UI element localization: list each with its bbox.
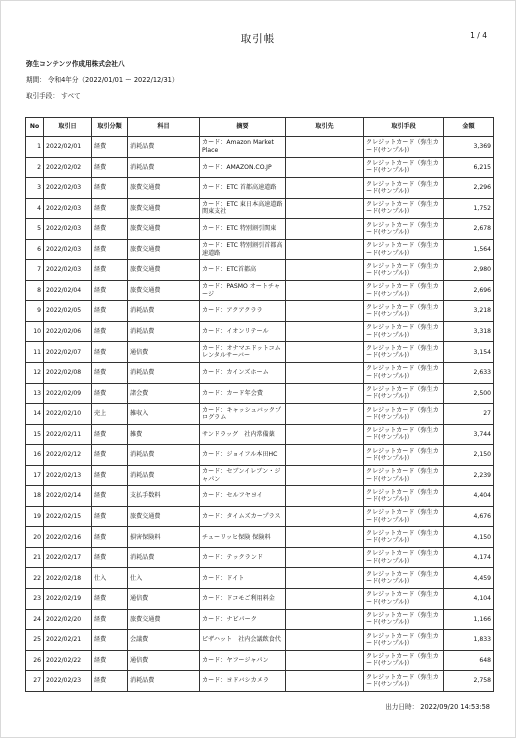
cell-amount: 4,174 (444, 547, 494, 568)
cell-class: 経費 (92, 198, 128, 219)
cell-no: 14 (26, 404, 44, 425)
cell-class: 経費 (92, 363, 128, 384)
company-name: 弥生コンテンツ作成用株式会社八 (26, 60, 125, 68)
cell-partner (286, 445, 364, 466)
table-row (26, 260, 494, 281)
cell-date: 2022/02/11 (44, 424, 92, 445)
cell-method: クレジットカード（弥生カード(サンプル)） (364, 363, 444, 384)
cell-class: 売上 (92, 404, 128, 425)
cell-account: 消耗品費 (128, 301, 200, 322)
cell-date: 2022/02/01 (44, 137, 92, 158)
table-row (26, 137, 494, 158)
cell-no: 21 (26, 547, 44, 568)
cell-class: 経費 (92, 321, 128, 342)
cell-no: 7 (26, 260, 44, 281)
cell-description: カード：セルフヤヨイ (200, 486, 286, 507)
cell-class: 経費 (92, 589, 128, 610)
cell-date: 2022/02/16 (44, 527, 92, 548)
cell-date: 2022/02/04 (44, 280, 92, 301)
cell-partner (286, 363, 364, 384)
cell-account: 損害保険料 (128, 527, 200, 548)
column-header-no: No (26, 118, 44, 137)
cell-method: クレジットカード（弥生カード(サンプル)） (364, 486, 444, 507)
cell-date: 2022/02/13 (44, 465, 92, 486)
output-timestamp (385, 701, 490, 711)
cell-account: 旅費交通費 (128, 219, 200, 240)
table-row (26, 589, 494, 610)
cell-description: チューリッヒ保険 保険料 (200, 527, 286, 548)
cell-method: クレジットカード（弥生カード(サンプル)） (364, 547, 444, 568)
cell-method: クレジットカード（弥生カード(サンプル)） (364, 568, 444, 589)
cell-class: 経費 (92, 342, 128, 363)
cell-account: 支払手数料 (128, 486, 200, 507)
cell-date: 2022/02/18 (44, 568, 92, 589)
cell-account: 消耗品費 (128, 445, 200, 466)
cell-description: カード：オナマエドットコムレンタルサーバー (200, 342, 286, 363)
cell-no: 24 (26, 609, 44, 630)
column-header-amount: 金額 (444, 118, 494, 137)
cell-partner (286, 280, 364, 301)
cell-class: 経費 (92, 280, 128, 301)
cell-method: クレジットカード（弥生カード(サンプル)） (364, 589, 444, 610)
cell-method: クレジットカード（弥生カード(サンプル)） (364, 342, 444, 363)
cell-account: 雑収入 (128, 404, 200, 425)
cell-account: 消耗品費 (128, 321, 200, 342)
cell-description: カード：イオンリテール (200, 321, 286, 342)
cell-method: クレジットカード（弥生カード(サンプル)） (364, 424, 444, 445)
cell-method: クレジットカード（弥生カード(サンプル)） (364, 506, 444, 527)
cell-partner (286, 671, 364, 692)
output-label: 出力日時： (385, 703, 419, 711)
cell-partner (286, 404, 364, 425)
cell-class: 経費 (92, 178, 128, 199)
cell-amount: 2,678 (444, 219, 494, 240)
cell-date: 2022/02/03 (44, 198, 92, 219)
cell-account: 旅費交通費 (128, 198, 200, 219)
cell-partner (286, 137, 364, 158)
cell-method: クレジットカード（弥生カード(サンプル)） (364, 321, 444, 342)
cell-account: 仕入 (128, 568, 200, 589)
cell-class: 仕入 (92, 568, 128, 589)
cell-date: 2022/02/03 (44, 260, 92, 281)
table-row (26, 383, 494, 404)
cell-method: クレジットカード（弥生カード(サンプル)） (364, 671, 444, 692)
cell-method: クレジットカード（弥生カード(サンプル)） (364, 260, 444, 281)
cell-no: 10 (26, 321, 44, 342)
table-row (26, 486, 494, 507)
cell-class: 経費 (92, 445, 128, 466)
cell-amount: 1,833 (444, 630, 494, 651)
cell-amount: 3,154 (444, 342, 494, 363)
method-value: すべて (61, 92, 81, 100)
column-header-class: 取引分類 (92, 118, 128, 137)
cell-description: カード：ETC首都高 (200, 260, 286, 281)
column-header-description: 摘要 (200, 118, 286, 137)
cell-method: クレジットカード（弥生カード(サンプル)） (364, 465, 444, 486)
cell-partner (286, 219, 364, 240)
cell-partner (286, 465, 364, 486)
table-row (26, 219, 494, 240)
cell-date: 2022/02/22 (44, 650, 92, 671)
cell-partner (286, 301, 364, 322)
cell-partner (286, 424, 364, 445)
cell-partner (286, 321, 364, 342)
table-row (26, 178, 494, 199)
cell-amount: 2,296 (444, 178, 494, 199)
cell-no: 17 (26, 465, 44, 486)
cell-account: 雑費 (128, 424, 200, 445)
cell-account: 旅費交通費 (128, 280, 200, 301)
cell-class: 経費 (92, 383, 128, 404)
page-title: 取引帳 (240, 33, 276, 45)
table-row (26, 363, 494, 384)
cell-class: 経費 (92, 486, 128, 507)
cell-no: 5 (26, 219, 44, 240)
column-header-partner: 取引先 (286, 118, 364, 137)
cell-account: 通信費 (128, 650, 200, 671)
cell-class: 経費 (92, 650, 128, 671)
cell-method: クレジットカード（弥生カード(サンプル)） (364, 527, 444, 548)
table-row (26, 342, 494, 363)
cell-description: カード：ETC 首都高速道路 (200, 178, 286, 199)
cell-class: 経費 (92, 630, 128, 651)
cell-amount: 4,676 (444, 506, 494, 527)
cell-account: 通信費 (128, 589, 200, 610)
cell-method: クレジットカード（弥生カード(サンプル)） (364, 198, 444, 219)
page-number: 1 / 4 (470, 31, 487, 40)
cell-date: 2022/02/06 (44, 321, 92, 342)
cell-no: 26 (26, 650, 44, 671)
cell-no: 1 (26, 137, 44, 158)
cell-description: カード：カインズホーム (200, 363, 286, 384)
table-row (26, 445, 494, 466)
table-row (26, 280, 494, 301)
cell-amount: 1,564 (444, 239, 494, 260)
table-row (26, 609, 494, 630)
cell-description: カード：アクアクララ (200, 301, 286, 322)
cell-amount: 2,633 (444, 363, 494, 384)
cell-amount: 2,758 (444, 671, 494, 692)
cell-account: 旅費交通費 (128, 239, 200, 260)
cell-amount: 3,218 (444, 301, 494, 322)
period-value: 令和4年分（2022/01/01 ー 2022/12/31） (47, 76, 179, 84)
cell-method: クレジットカード（弥生カード(サンプル)） (364, 219, 444, 240)
table-row (26, 157, 494, 178)
cell-partner (286, 198, 364, 219)
cell-description: カード：ナビパーク (200, 609, 286, 630)
cell-account: 諸会費 (128, 383, 200, 404)
table-row (26, 630, 494, 651)
cell-no: 20 (26, 527, 44, 548)
cell-method: クレジットカード（弥生カード(サンプル)） (364, 157, 444, 178)
cell-no: 27 (26, 671, 44, 692)
table-row (26, 650, 494, 671)
cell-partner (286, 568, 364, 589)
cell-account: 通信費 (128, 342, 200, 363)
cell-description: カード：カード年会費 (200, 383, 286, 404)
table-row (26, 321, 494, 342)
cell-partner (286, 506, 364, 527)
method-line (26, 90, 81, 100)
cell-partner (286, 157, 364, 178)
cell-no: 2 (26, 157, 44, 178)
cell-description: カード：ジョイフル本田HC (200, 445, 286, 466)
cell-date: 2022/02/02 (44, 157, 92, 178)
cell-partner (286, 239, 364, 260)
cell-account: 消耗品費 (128, 363, 200, 384)
table-header-row (26, 118, 494, 137)
cell-description: ピザハット 社内会議飲食代 (200, 630, 286, 651)
cell-partner (286, 178, 364, 199)
cell-date: 2022/02/19 (44, 589, 92, 610)
cell-amount: 648 (444, 650, 494, 671)
transaction-table (25, 117, 494, 692)
table-row (26, 198, 494, 219)
table-row (26, 568, 494, 589)
cell-amount: 4,459 (444, 568, 494, 589)
cell-class: 経費 (92, 157, 128, 178)
cell-amount: 2,500 (444, 383, 494, 404)
cell-date: 2022/02/17 (44, 547, 92, 568)
column-header-account: 科目 (128, 118, 200, 137)
cell-method: クレジットカード（弥生カード(サンプル)） (364, 280, 444, 301)
cell-partner (286, 630, 364, 651)
cell-method: クレジットカード（弥生カード(サンプル)） (364, 404, 444, 425)
cell-description: カード：PASMO オートチャージ (200, 280, 286, 301)
cell-account: 旅費交通費 (128, 178, 200, 199)
cell-description: カード：テックランド (200, 547, 286, 568)
cell-description: カード：ドコモご利用料金 (200, 589, 286, 610)
cell-account: 消耗品費 (128, 547, 200, 568)
cell-description: カード：セブンイレブン・ジャパン (200, 465, 286, 486)
cell-date: 2022/02/08 (44, 363, 92, 384)
cell-partner (286, 547, 364, 568)
period-line (26, 74, 178, 84)
cell-account: 旅費交通費 (128, 609, 200, 630)
table-row (26, 301, 494, 322)
cell-date: 2022/02/15 (44, 506, 92, 527)
cell-no: 15 (26, 424, 44, 445)
cell-description: カード：AMAZON.CO.JP (200, 157, 286, 178)
cell-class: 経費 (92, 506, 128, 527)
cell-class: 経費 (92, 671, 128, 692)
cell-account: 消耗品費 (128, 137, 200, 158)
cell-amount: 4,104 (444, 589, 494, 610)
cell-no: 9 (26, 301, 44, 322)
cell-description: カード：キャッシュバックプログラム (200, 404, 286, 425)
cell-amount: 2,980 (444, 260, 494, 281)
cell-amount: 2,696 (444, 280, 494, 301)
table-body (26, 137, 494, 692)
cell-class: 経費 (92, 239, 128, 260)
cell-class: 経費 (92, 301, 128, 322)
cell-description: カード：Amazon Market Place (200, 137, 286, 158)
cell-partner (286, 486, 364, 507)
output-value: 2022/09/20 14:53:58 (420, 703, 490, 711)
cell-method: クレジットカード（弥生カード(サンプル)） (364, 178, 444, 199)
period-label: 期間： (26, 76, 46, 84)
cell-method: クレジットカード（弥生カード(サンプル)） (364, 301, 444, 322)
cell-account: 旅費交通費 (128, 506, 200, 527)
cell-class: 経費 (92, 219, 128, 240)
cell-class: 経費 (92, 465, 128, 486)
table-row (26, 465, 494, 486)
cell-amount: 1,166 (444, 609, 494, 630)
cell-no: 3 (26, 178, 44, 199)
cell-date: 2022/02/12 (44, 445, 92, 466)
cell-partner (286, 589, 364, 610)
column-header-date: 取引日 (44, 118, 92, 137)
cell-amount: 4,404 (444, 486, 494, 507)
cell-amount: 4,150 (444, 527, 494, 548)
table-row (26, 506, 494, 527)
table-row (26, 424, 494, 445)
cell-amount: 2,150 (444, 445, 494, 466)
cell-date: 2022/02/03 (44, 239, 92, 260)
cell-amount: 3,744 (444, 424, 494, 445)
cell-amount: 6,215 (444, 157, 494, 178)
cell-amount: 3,369 (444, 137, 494, 158)
cell-amount: 27 (444, 404, 494, 425)
cell-method: クレジットカード（弥生カード(サンプル)） (364, 609, 444, 630)
cell-no: 13 (26, 383, 44, 404)
cell-partner (286, 609, 364, 630)
cell-class: 経費 (92, 609, 128, 630)
cell-partner (286, 260, 364, 281)
cell-no: 23 (26, 589, 44, 610)
cell-class: 経費 (92, 137, 128, 158)
cell-date: 2022/02/03 (44, 178, 92, 199)
cell-partner (286, 650, 364, 671)
cell-method: クレジットカード（弥生カード(サンプル)） (364, 383, 444, 404)
cell-description: カード：ヨドバシカメラ (200, 671, 286, 692)
cell-method: クレジットカード（弥生カード(サンプル)） (364, 445, 444, 466)
cell-no: 18 (26, 486, 44, 507)
cell-description: カード：ヤフージャパン (200, 650, 286, 671)
cell-method: クレジットカード（弥生カード(サンプル)） (364, 650, 444, 671)
cell-date: 2022/02/03 (44, 219, 92, 240)
cell-description: カード：ETC 東日本高速道路 関東支社 (200, 198, 286, 219)
cell-amount: 3,318 (444, 321, 494, 342)
cell-amount: 1,752 (444, 198, 494, 219)
cell-description: サンドラッグ 社内常備薬 (200, 424, 286, 445)
cell-description: カード：ETC 特別割引関東 (200, 219, 286, 240)
cell-partner (286, 527, 364, 548)
cell-account: 旅費交通費 (128, 260, 200, 281)
cell-no: 8 (26, 280, 44, 301)
cell-date: 2022/02/23 (44, 671, 92, 692)
cell-description: カード：タイムズカープラス (200, 506, 286, 527)
cell-no: 11 (26, 342, 44, 363)
cell-date: 2022/02/09 (44, 383, 92, 404)
cell-account: 会議費 (128, 630, 200, 651)
table-row (26, 404, 494, 425)
cell-description: カード：ETC 特別割引首都高速道路 (200, 239, 286, 260)
table-row (26, 547, 494, 568)
cell-date: 2022/02/21 (44, 630, 92, 651)
cell-no: 22 (26, 568, 44, 589)
cell-no: 25 (26, 630, 44, 651)
cell-method: クレジットカード（弥生カード(サンプル)） (364, 137, 444, 158)
table-row (26, 239, 494, 260)
cell-class: 経費 (92, 260, 128, 281)
cell-account: 消耗品費 (128, 157, 200, 178)
cell-partner (286, 342, 364, 363)
cell-class: 経費 (92, 547, 128, 568)
table-row (26, 671, 494, 692)
cell-no: 4 (26, 198, 44, 219)
cell-class: 経費 (92, 527, 128, 548)
cell-method: クレジットカード（弥生カード(サンプル)） (364, 630, 444, 651)
cell-account: 消耗品費 (128, 465, 200, 486)
cell-date: 2022/02/20 (44, 609, 92, 630)
cell-date: 2022/02/10 (44, 404, 92, 425)
cell-no: 12 (26, 363, 44, 384)
cell-no: 19 (26, 506, 44, 527)
cell-method: クレジットカード（弥生カード(サンプル)） (364, 239, 444, 260)
cell-account: 消耗品費 (128, 671, 200, 692)
cell-no: 16 (26, 445, 44, 466)
method-label: 取引手段： (26, 92, 59, 100)
cell-class: 経費 (92, 424, 128, 445)
table-row (26, 527, 494, 548)
cell-date: 2022/02/07 (44, 342, 92, 363)
cell-partner (286, 383, 364, 404)
cell-date: 2022/02/05 (44, 301, 92, 322)
cell-amount: 2,239 (444, 465, 494, 486)
cell-no: 6 (26, 239, 44, 260)
cell-description: カード：ドイト (200, 568, 286, 589)
column-header-method: 取引手段 (364, 118, 444, 137)
cell-date: 2022/02/14 (44, 486, 92, 507)
